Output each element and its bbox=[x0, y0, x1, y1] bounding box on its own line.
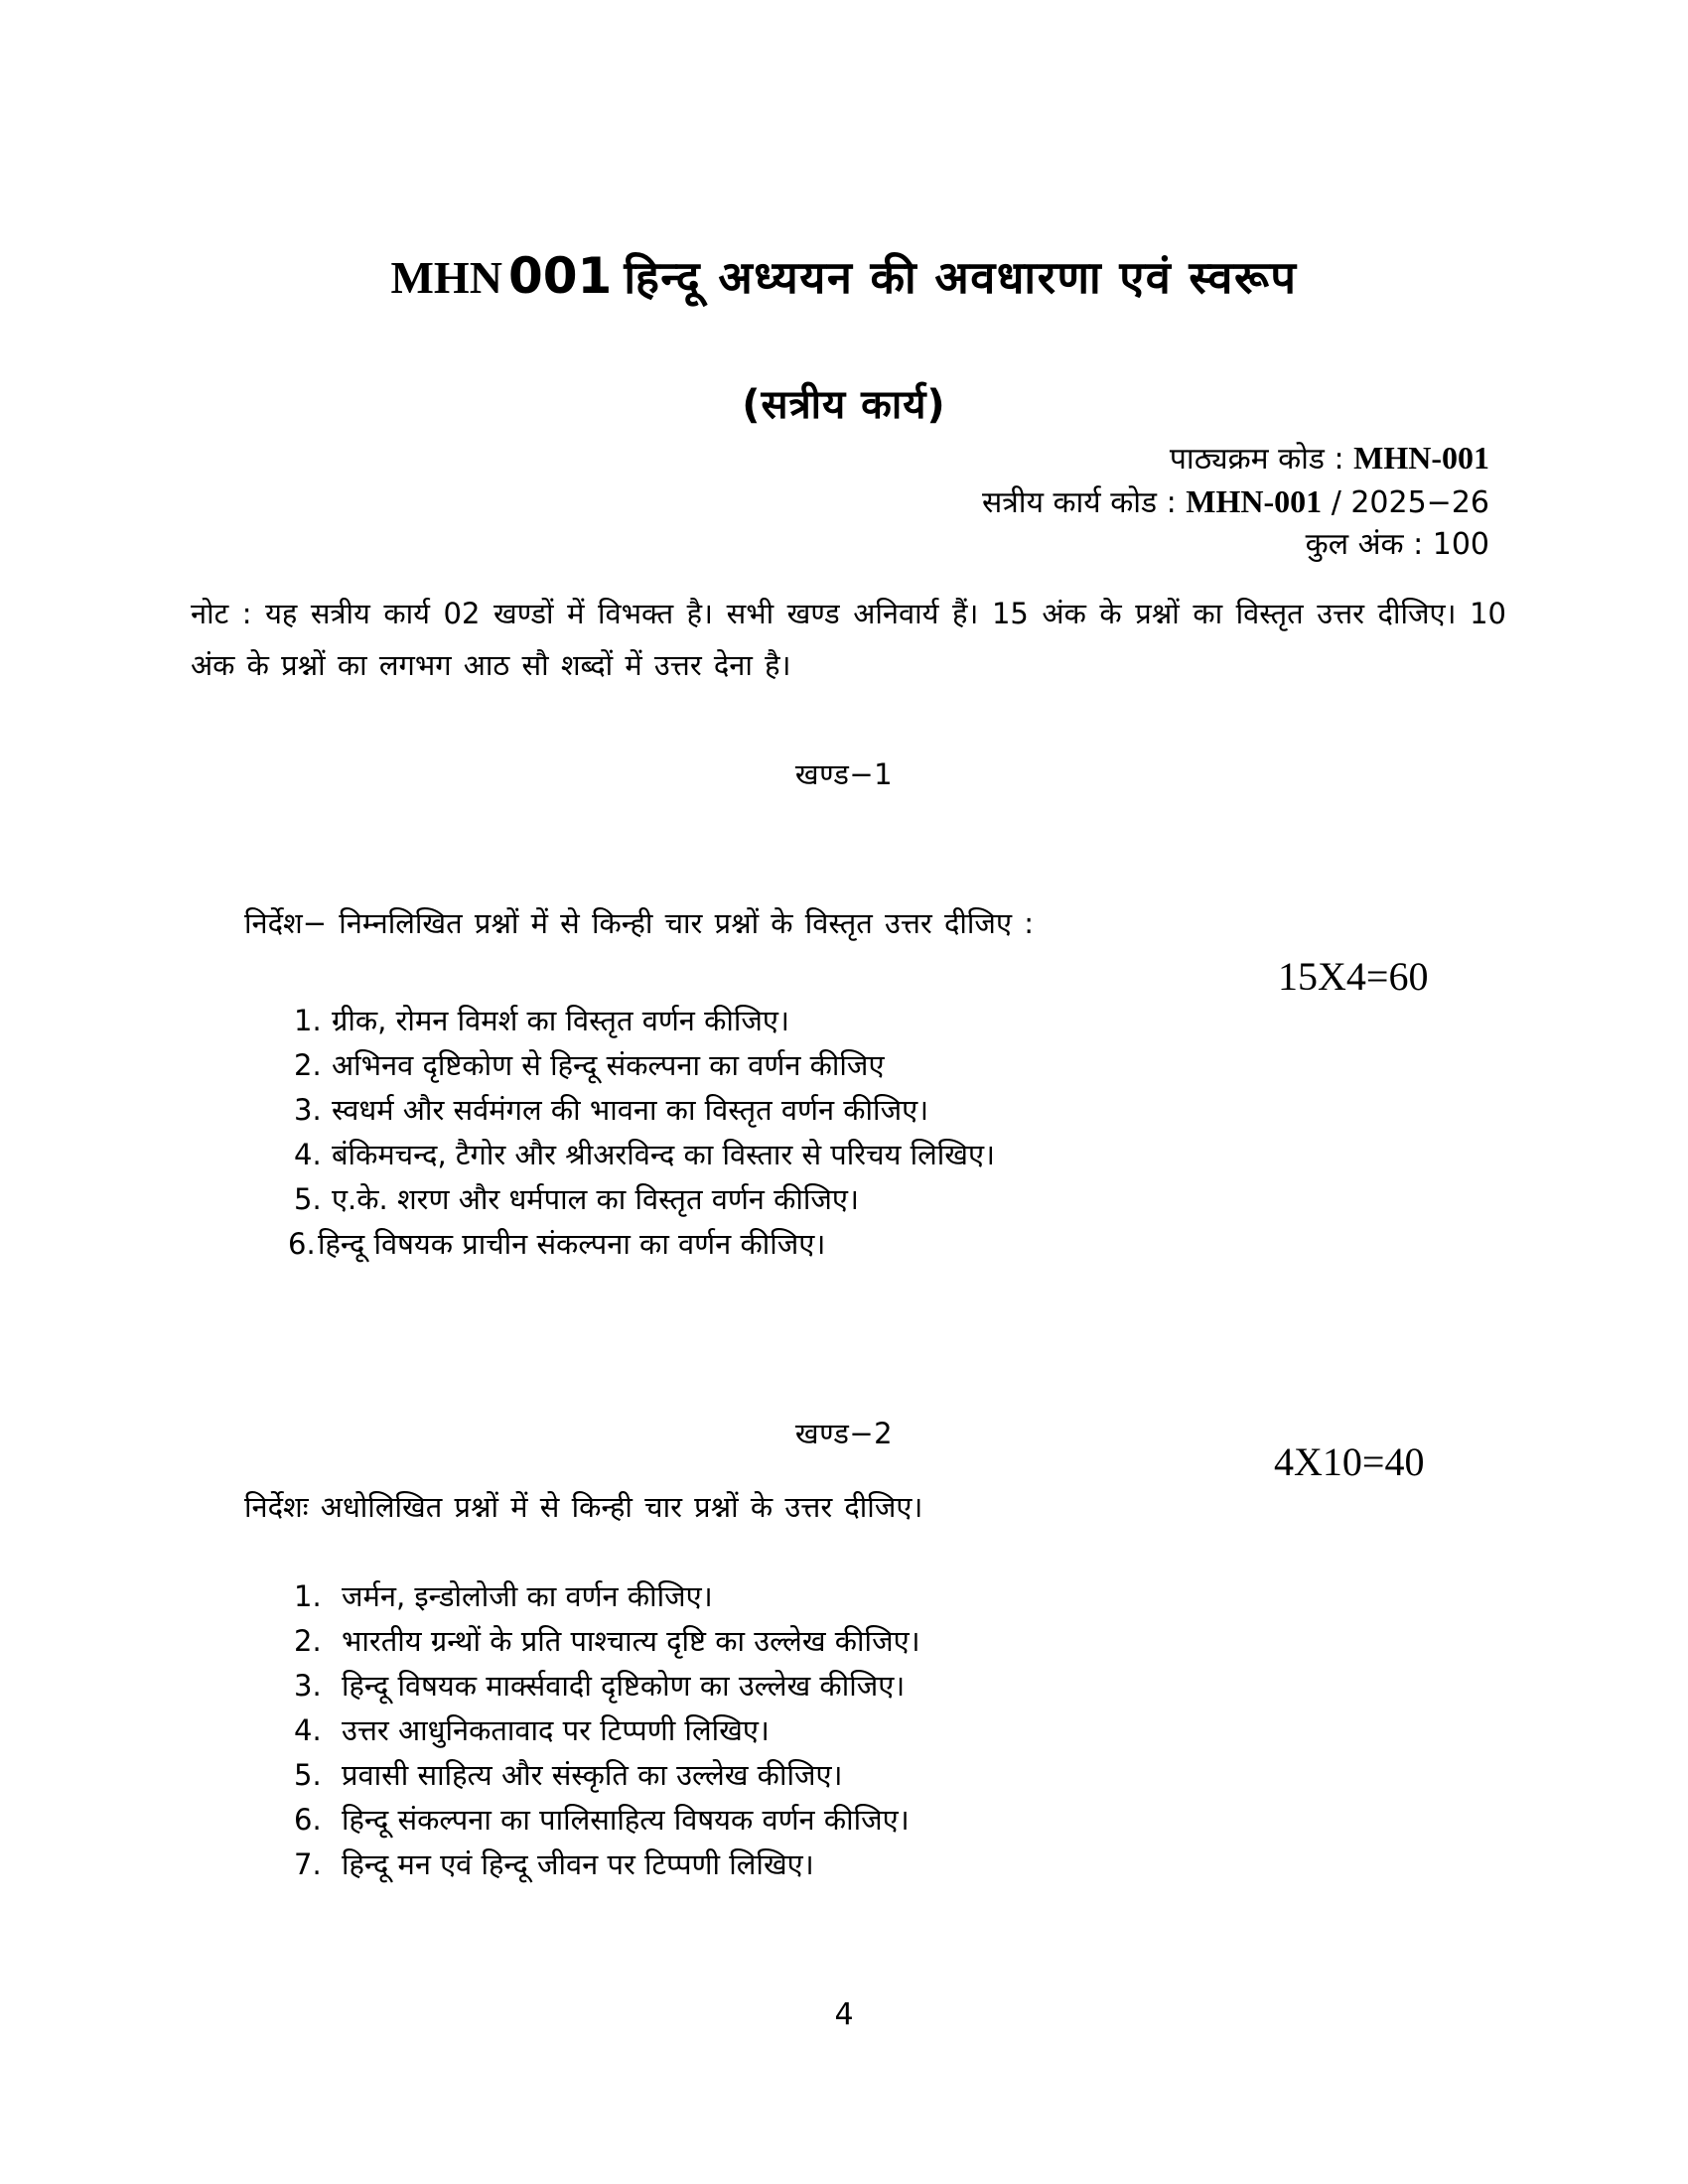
section-1-marks: 15X4=60 bbox=[1278, 954, 1429, 999]
assignment-code-label: सत्रीय कार्य कोड : bbox=[981, 485, 1187, 520]
question-number: 4. bbox=[294, 1138, 322, 1171]
question-text: ए.के. शरण और धर्मपाल का विस्तृत वर्णन कीजिए। bbox=[332, 1182, 859, 1216]
total-marks-row bbox=[982, 524, 1489, 566]
question-number: 6. bbox=[288, 1227, 316, 1261]
title-line bbox=[391, 246, 1298, 307]
section-2-heading: खण्ड−2 bbox=[794, 1417, 894, 1450]
question-text: प्रवासी साहित्य और संस्कृति का उल्लेख कीजिए। bbox=[342, 1758, 843, 1792]
section-2-marks: 4X10=40 bbox=[1274, 1439, 1425, 1484]
question-text: स्वधर्म और सर्वमंगल की भावना का विस्तृत वर्णन कीजिए। bbox=[332, 1093, 929, 1127]
question-number: 1. bbox=[294, 1579, 322, 1613]
question-number: 2. bbox=[294, 1048, 322, 1082]
total-marks-label: कुल अंक : bbox=[1305, 527, 1433, 562]
course-code-row bbox=[982, 437, 1489, 480]
section-2-directive: निर्देशः अधोलिखित प्रश्नों में से किन्ही चार प्रश्नों के उत्तर दीजिए। bbox=[244, 1490, 923, 1524]
question-number: 5. bbox=[294, 1758, 322, 1792]
question-text: उत्तर आधुनिकतावाद पर टिप्पणी लिखिए। bbox=[342, 1713, 770, 1747]
list-item bbox=[294, 1664, 920, 1708]
course-code-prefix: MHN bbox=[390, 252, 502, 303]
question-number: 6. bbox=[294, 1803, 322, 1837]
section-2-question-list bbox=[294, 1574, 920, 1887]
question-text: बंकिमचन्द, टैगोर और श्रीअरविन्द का विस्तार से परिचय लिखिए। bbox=[332, 1138, 996, 1171]
course-code-number: 001 bbox=[507, 247, 613, 305]
question-text: हिन्दू विषयक प्राचीन संकल्पना का वर्णन कीजिए। bbox=[318, 1227, 826, 1261]
list-item bbox=[294, 999, 995, 1043]
question-number: 2. bbox=[294, 1624, 322, 1658]
question-number: 7. bbox=[294, 1847, 322, 1881]
course-title-hindi: हिन्दू अध्ययन की अवधारणा एवं स्वरूप bbox=[624, 251, 1298, 304]
question-text: हिन्दू संकल्पना का पालिसाहित्य विषयक वर्णन कीजिए। bbox=[342, 1803, 910, 1837]
course-code-label: पाठ्यक्रम कोड : bbox=[1169, 442, 1354, 477]
list-item bbox=[294, 1798, 920, 1843]
question-number: 1. bbox=[294, 1004, 322, 1037]
question-text: ग्रीक, रोमन विमर्श का विस्तृत वर्णन कीजिए। bbox=[332, 1004, 789, 1037]
section-1-question-list bbox=[288, 999, 996, 1267]
question-number: 5. bbox=[294, 1182, 322, 1216]
assignment-code-value: MHN-001 bbox=[1186, 483, 1323, 519]
list-item bbox=[294, 1619, 920, 1664]
question-number: 3. bbox=[294, 1669, 322, 1703]
list-item bbox=[294, 1708, 920, 1753]
page-number: 4 bbox=[834, 1997, 854, 2032]
question-number: 3. bbox=[294, 1093, 322, 1127]
total-marks-value: 100 bbox=[1432, 527, 1489, 562]
question-text: जर्मन, इन्डोलोजी का वर्णन कीजिए। bbox=[342, 1579, 713, 1613]
section-1-directive: निर्देश− निम्नलिखित प्रश्नों में से किन्ही चार प्रश्नों के विस्तृत उत्तर दीजिए : bbox=[244, 906, 1034, 940]
list-item bbox=[294, 1843, 920, 1887]
question-number: 4. bbox=[294, 1713, 322, 1747]
assignment-code-row bbox=[982, 480, 1489, 524]
question-text: अभिनव दृष्टिकोण से हिन्दू संकल्पना का वर्णन कीजिए bbox=[332, 1048, 885, 1082]
assignment-note: नोट : यह सत्रीय कार्य 02 खण्डों में विभक्त है। सभी खण्ड अनिवार्य हैं। 15 अंक के प्रश्नों का विस्तृत उत्तर दीजिए। 10 अंक के प्रश्नों का लगभग आठ सौ शब्दों में उत्तर देना है। bbox=[191, 597, 1506, 682]
page-subtitle: (सत्रीय कार्य) bbox=[742, 382, 946, 428]
question-text: भारतीय ग्रन्थों के प्रति पाश्चात्य दृष्टि का उल्लेख कीजिए। bbox=[342, 1624, 920, 1658]
list-item bbox=[294, 1574, 920, 1619]
list-item bbox=[294, 1133, 995, 1177]
page-title bbox=[0, 246, 1688, 307]
list-item bbox=[294, 1753, 920, 1798]
assignment-session: / 2025−26 bbox=[1322, 485, 1489, 520]
course-code-value: MHN-001 bbox=[1353, 440, 1489, 476]
question-text: हिन्दू विषयक मार्क्सवादी दृष्टिकोण का उल्लेख कीजिए। bbox=[342, 1669, 906, 1703]
list-item bbox=[294, 1088, 995, 1133]
list-item bbox=[294, 1177, 995, 1222]
list-item bbox=[288, 1222, 995, 1267]
course-meta-block bbox=[982, 437, 1489, 566]
section-1-heading: खण्ड−1 bbox=[794, 757, 894, 791]
list-item bbox=[294, 1043, 995, 1088]
question-text: हिन्दू मन एवं हिन्दू जीवन पर टिप्पणी लिखिए। bbox=[342, 1847, 814, 1881]
